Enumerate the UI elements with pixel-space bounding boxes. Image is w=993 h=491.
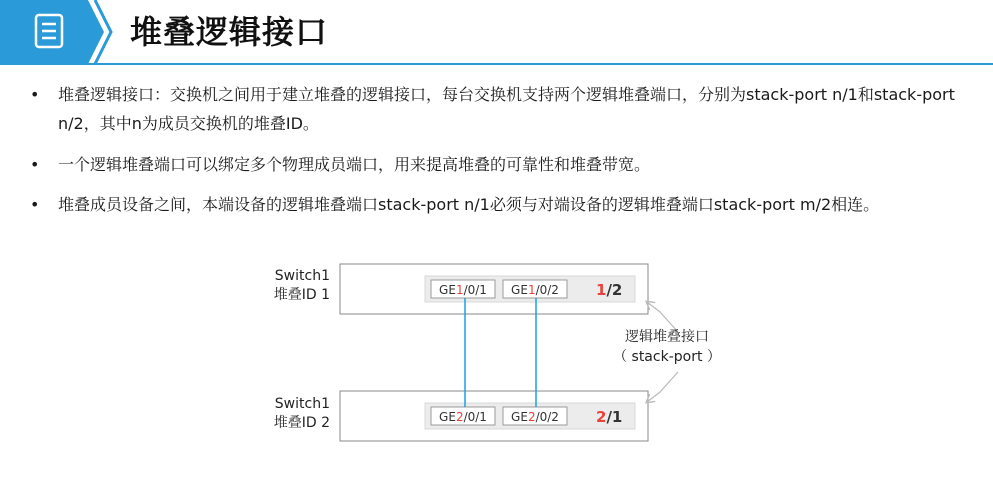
switch1-stack-id: 堆叠ID 1 <box>273 287 330 303</box>
bullet-text-1: 堆叠逻辑接口：交换机之间用于建立堆叠的逻辑接口，每台交换机支持两个逻辑堆叠端口，分别为stack-port n/1和stack-port n/2，其中n为成员交换机的堆叠ID。 <box>58 85 955 133</box>
callout-arrow-down <box>647 372 678 402</box>
switch2-stack-port: 2/1 <box>596 408 623 426</box>
bullet-text-3: 堆叠成员设备之间，本端设备的逻辑堆叠端口stack-port n/1必须与对端设备的逻辑堆叠端口stack-port m/2相连。 <box>58 195 880 214</box>
switch1-name: Switch1 <box>274 268 330 284</box>
page-title: 堆叠逻辑接口 <box>130 13 329 51</box>
switch1-port-1-label: GE1/0/1 <box>439 283 487 297</box>
switch1-port-2-label: GE1/0/2 <box>511 283 559 297</box>
callout-arrow-up <box>647 302 678 332</box>
switch2-port-1-label: GE2/0/1 <box>439 410 487 424</box>
bullet-marker: • <box>30 155 40 174</box>
switch2-name: Switch1 <box>274 396 330 412</box>
bullet-text-2: 一个逻辑堆叠端口可以绑定多个物理成员端口，用来提高堆叠的可靠性和堆叠带宽。 <box>58 155 651 174</box>
callout-sublabel: （ stack-port ） <box>613 349 721 365</box>
switch2-port-2-label: GE2/0/2 <box>511 410 559 424</box>
switch1-stack-port: 1/2 <box>596 281 623 299</box>
switch2-stack-id: 堆叠ID 2 <box>273 415 330 431</box>
callout-label: 逻辑堆叠接口 <box>625 329 709 345</box>
bullet-marker: • <box>30 85 40 104</box>
bullet-marker: • <box>30 195 40 214</box>
